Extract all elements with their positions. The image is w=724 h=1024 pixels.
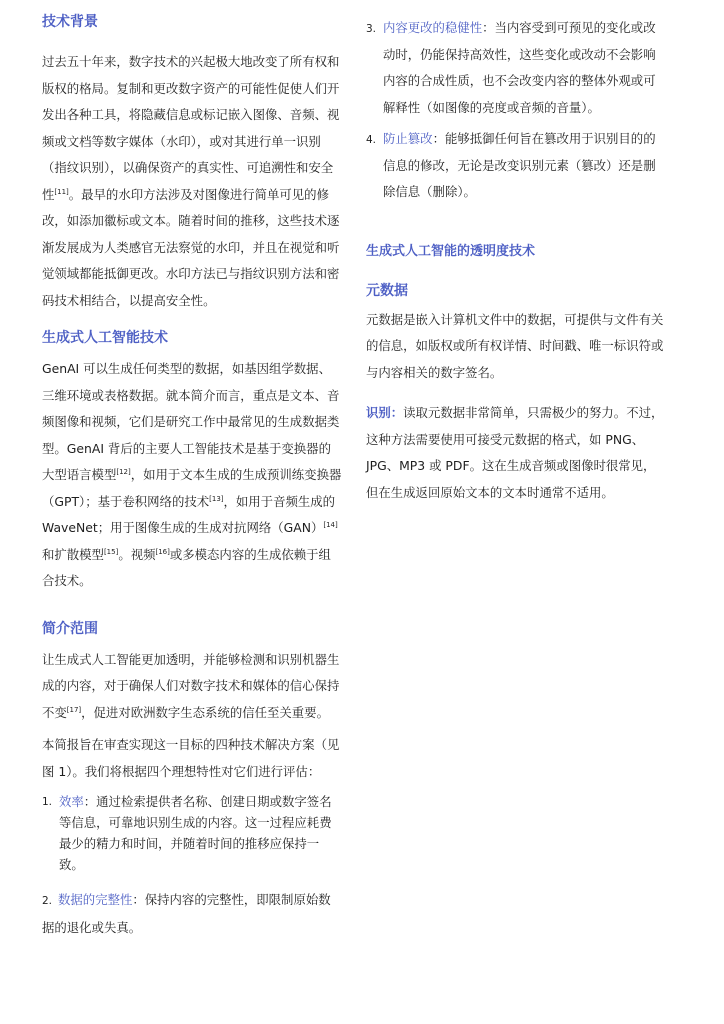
genai-text-6: 或多模态内容的生成依赖于组合技术。 bbox=[42, 546, 331, 588]
right-column bbox=[366, 0, 666, 506]
tech-background-paragraph bbox=[42, 49, 342, 314]
genai-text-1: GenAI 可以生成任何类型的数据，如基因组学数据、三维环境或表格数据。就本简介而言，重点是文本、音频图像和视频，它们是研究工作中最常见的生成数据类型。GenAI 背后的主要人工智能技术是基于变换器的大型语言模型 bbox=[42, 361, 340, 482]
list-item-text bbox=[42, 887, 342, 941]
metadata-identify-paragraph bbox=[366, 400, 666, 506]
list-item-robustness bbox=[366, 15, 666, 121]
citation-ref: [13] bbox=[209, 494, 224, 503]
list-desc: ：通过检索提供者名称、创建日期或数字签名等信息，可靠地识别生成的内容。这一过程应耗费最少的精力和时间，并随着时间的推移应保持一致。 bbox=[59, 794, 332, 872]
scope-paragraph-2: 本简报旨在审查实现这一目标的四种技术解决方案（见图 1）。我们将根据四个理想特性对它们进行评估： bbox=[42, 737, 340, 779]
scope-text-1a: 让生成式人工智能更加透明，并能够检测和识别机器生成的内容，对于确保人们对数字技术和媒体的信心保持不变 bbox=[42, 651, 340, 720]
list-item-integrity bbox=[42, 887, 342, 941]
citation-ref: [16] bbox=[155, 547, 170, 556]
tech-background-heading: 技术背景 bbox=[42, 14, 98, 30]
metadata-paragraph: 元数据是嵌入计算机文件中的数据，可提供与文件有关的信息，如版权或所有权详情、时间戳、唯一标识符或与内容相关的数字签名。 bbox=[366, 311, 664, 380]
citation-ref: [12] bbox=[116, 468, 131, 476]
list-number: 2. bbox=[42, 895, 53, 907]
genai-text-5: 。视频 bbox=[118, 546, 156, 562]
list-item-text bbox=[59, 789, 342, 875]
citation-ref: [17] bbox=[66, 705, 82, 714]
tech-background-text-2: 。最早的水印方法涉及对图像进行简单可见的修改，如添加徽标或文本。随着时间的推移，这些技术逐渐发展成为人类感官无法察觉的水印，并且在视觉和听觉领域都能抵御更改。水印方法已与指纹识别方法和密码技术相结合，以提高安全性。 bbox=[42, 186, 340, 308]
list-desc: ：保持内容的完整性，即限制原始数据的退化或失真。 bbox=[42, 892, 331, 935]
citation-ref: [14] bbox=[323, 521, 338, 529]
scope-paragraph-1 bbox=[42, 647, 342, 727]
list-item-tamper-proof bbox=[366, 126, 666, 206]
left-column bbox=[42, 0, 342, 941]
scope-heading: 简介范围 bbox=[42, 620, 98, 637]
citation-ref: [11] bbox=[54, 187, 69, 196]
identify-label: 识别： bbox=[366, 405, 404, 420]
list-number: 1. bbox=[42, 796, 53, 808]
genai-text-4: 和扩散模型 bbox=[42, 546, 104, 562]
list-item-text bbox=[383, 15, 666, 121]
list-term: 效率 bbox=[59, 794, 84, 809]
list-term: 内容更改的稳健性 bbox=[383, 20, 483, 35]
genai-tech-heading: 生成式人工智能技术 bbox=[42, 330, 168, 346]
list-item-efficiency bbox=[42, 789, 342, 875]
list-number: 4. bbox=[366, 134, 377, 146]
metadata-heading: 元数据 bbox=[366, 282, 408, 299]
list-desc: ：能够抵御任何旨在篡改用于识别目的的信息的修改，无论是改变识别元素（篡改）还是删除信息（删除）。 bbox=[383, 131, 656, 199]
tech-background-text-1: 过去五十年来，数字技术的兴起极大地改变了所有权和版权的格局。复制和更改数字资产的可能性促使人们开发出各种工具，将隐藏信息或标记嵌入图像、音频、视频或文档等数字媒体（水印），或对其进行单一识别（指纹识别），以确保资产的真实性、可追溯性和安全性 bbox=[42, 54, 340, 202]
genai-tech-paragraph bbox=[42, 356, 342, 595]
citation-ref: [15] bbox=[103, 547, 119, 556]
list-term: 数据的完整性 bbox=[58, 892, 133, 907]
genai-text-3: ，如用于音频生成的 WaveNet；用于图像生成的生成对抗网络（GAN） bbox=[42, 493, 336, 535]
list-desc: ：当内容受到可预见的变化或改动时，仍能保持高效性，这些变化或改动不会影响内容的合成性质，也不会改变内容的整体外观或可解释性（如图像的亮度或音频的音量）。 bbox=[383, 20, 656, 115]
transparency-heading: 生成式人工智能的透明度技术 bbox=[366, 243, 536, 259]
scope-text-1b: ，促进对欧洲数字生态系统的信任至关重要。 bbox=[81, 704, 329, 720]
list-item-text bbox=[383, 126, 666, 206]
genai-text-2: ，如用于文本生成的生成预训练变换器（GPT）；基于卷积网络的技术 bbox=[42, 467, 342, 509]
identify-text: 读取元数据非常简单，只需极少的努力。不过，这种方法需要使用可接受元数据的格式，如 PNG、JPG、MP3 或 PDF。这在生成音频或图像时很常见，但在生成返回原始文本的文本时通常不适用。 bbox=[366, 405, 664, 500]
list-number: 3. bbox=[366, 23, 377, 35]
list-term: 防止篡改 bbox=[383, 131, 433, 146]
